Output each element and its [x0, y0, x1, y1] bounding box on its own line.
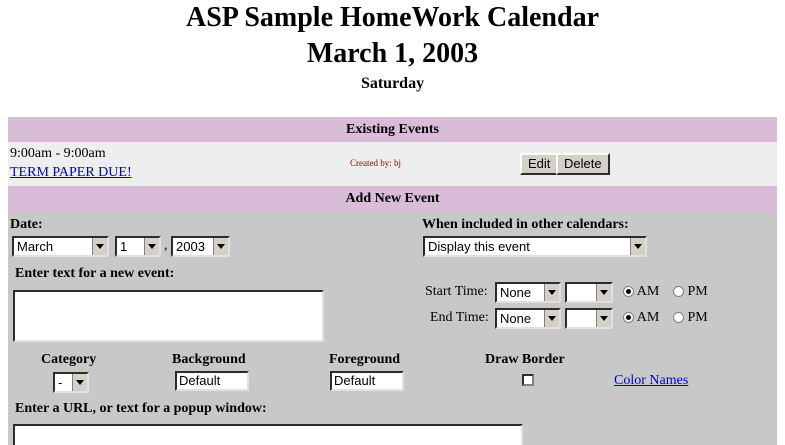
day-value: 1	[120, 239, 128, 254]
url-input[interactable]	[13, 424, 523, 445]
existing-events-heading: Existing Events	[8, 117, 777, 142]
event-text-label: Enter text for a new event:	[15, 266, 175, 281]
end-hour-value: None	[500, 311, 532, 326]
date-label: Date:	[10, 217, 43, 232]
chevron-down-icon	[596, 284, 611, 301]
start-pm-label: PM	[687, 284, 708, 299]
end-am-label: AM	[636, 310, 660, 325]
draw-border-checkbox[interactable]	[522, 374, 534, 386]
event-created-by: Created by: bj	[350, 158, 401, 168]
chevron-down-icon	[144, 238, 159, 255]
event-title-link[interactable]: TERM PAPER DUE!	[10, 165, 132, 180]
edit-button[interactable]: Edit	[520, 153, 558, 175]
foreground-input[interactable]: Default	[330, 371, 404, 391]
end-am-option[interactable]	[623, 310, 659, 326]
chevron-down-icon	[544, 284, 559, 301]
background-label: Background	[172, 352, 246, 367]
start-hour-value: None	[500, 285, 532, 300]
chevron-down-icon	[596, 310, 611, 327]
end-pm-radio[interactable]	[673, 312, 684, 323]
other-calendars-value: Display this event	[428, 239, 530, 254]
start-hour-select[interactable]	[495, 282, 561, 303]
start-am-radio[interactable]	[623, 286, 634, 297]
other-calendars-label: When included in other calendars:	[422, 217, 629, 232]
event-time: 9:00am - 9:00am	[10, 146, 106, 161]
end-hour-select[interactable]	[495, 308, 561, 329]
start-time-label: Start Time:	[425, 284, 488, 299]
end-time-label: End Time:	[430, 310, 489, 325]
day-select[interactable]	[115, 236, 161, 257]
month-value: March	[17, 239, 54, 254]
date-comma: ,	[164, 238, 168, 253]
category-value: -	[58, 375, 63, 390]
page-title: ASP Sample HomeWork Calendar	[185, 2, 599, 33]
start-pm-radio[interactable]	[673, 286, 684, 297]
month-select[interactable]	[12, 236, 109, 257]
event-text-input[interactable]	[13, 290, 324, 342]
chevron-down-icon	[544, 310, 559, 327]
end-am-radio[interactable]	[623, 312, 634, 323]
start-minute-select[interactable]	[565, 282, 613, 303]
chevron-down-icon	[72, 374, 87, 391]
other-calendars-select[interactable]	[423, 236, 647, 257]
delete-button[interactable]: Delete	[556, 153, 610, 175]
year-value: 2003	[176, 239, 205, 254]
add-event-heading: Add New Event	[8, 186, 777, 212]
chevron-down-icon	[630, 238, 645, 255]
url-label: Enter a URL, or text for a popup window:	[15, 401, 267, 416]
start-am-option[interactable]	[623, 284, 659, 300]
chevron-down-icon	[92, 238, 107, 255]
foreground-label: Foreground	[329, 352, 401, 367]
calendar-date: March 1, 2003	[306, 38, 479, 69]
draw-border-label: Draw Border	[485, 352, 565, 367]
year-select[interactable]	[171, 236, 230, 257]
start-pm-option[interactable]	[673, 284, 708, 300]
chevron-down-icon	[213, 238, 228, 255]
start-am-label: AM	[636, 284, 660, 299]
weekday: Saturday	[360, 75, 425, 92]
color-names-link[interactable]: Color Names	[614, 373, 689, 388]
end-minute-select[interactable]	[565, 308, 613, 329]
end-pm-label: PM	[687, 310, 708, 325]
category-label: Category	[41, 352, 97, 367]
background-input[interactable]: Default	[175, 371, 249, 391]
category-select[interactable]	[53, 372, 89, 393]
end-pm-option[interactable]	[673, 310, 708, 326]
